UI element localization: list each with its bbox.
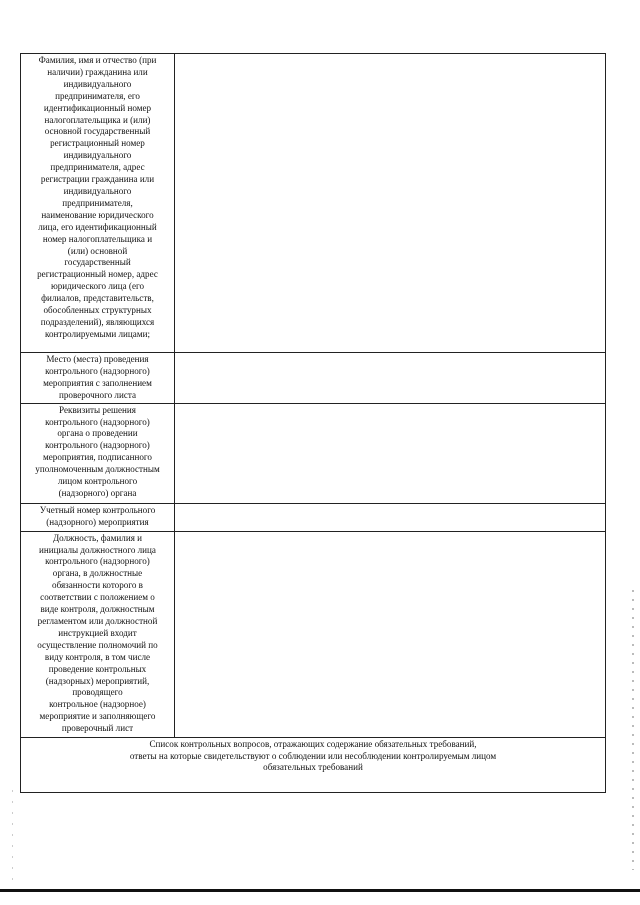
row-label-controlled-person: Фамилия, имя и отчество (при наличии) гражданина или индивидуального предпринимателя, его идентификационный номер налогоплательщика и (или) основной государственный регистрационный номер индивидуального предпринимателя, адрес регистрации гражданина или индивидуального предпринимателя, наименование юридического лица, его идентификационный номер налогоплательщика и (или) основной государственный регистрационный номер, адрес юридического лица (его филиалов, представительств, обособленных структурных подразделений), являющихся контролируемыми лицами;	[21, 54, 175, 353]
page-bottom-edge	[0, 889, 640, 892]
section-heading: Список контрольных вопросов, отражающих содержание обязательных требований, ответы на которые свидетельствуют о соблюдении или несоблюдении контролируемым лицом обязательных требований	[21, 737, 606, 792]
table-row-decision-details	[21, 403, 606, 503]
table-row-controlled-person	[21, 54, 606, 353]
row-label-place: Место (места) проведения контрольного (надзорного) мероприятия с заполнением проверочного листа	[21, 353, 175, 404]
inspection-checklist-table	[20, 53, 606, 793]
row-value-place[interactable]	[175, 353, 606, 404]
row-value-official[interactable]	[175, 531, 606, 737]
row-value-decision-details[interactable]	[175, 403, 606, 503]
row-value-controlled-person[interactable]	[175, 54, 606, 353]
row-label-official: Должность, фамилия и инициалы должностного лица контрольного (надзорного) органа, в должностные обязанности которого в соответствии с положением о виде контроля, должностным регламентом или должностной инструкцией входит осуществление полномочий по виду контроля, в том числе проведение контрольных (надзорных) мероприятий, проводящего контрольное (надзорное) мероприятие и заполняющего проверочный лист	[21, 531, 175, 737]
row-label-decision-details: Реквизиты решения контрольного (надзорного) органа о проведении контрольного (надзорного) мероприятия, подписанного уполномоченным должностным лицом контрольного (надзорного) органа	[21, 403, 175, 503]
scan-margin-marks-left	[12, 790, 13, 880]
row-value-registration-number[interactable]	[175, 503, 606, 531]
table-row-section-heading	[21, 737, 606, 792]
scan-margin-marks	[632, 590, 634, 870]
table-row-place	[21, 353, 606, 404]
table-row-official	[21, 531, 606, 737]
row-label-registration-number: Учетный номер контрольного (надзорного) мероприятия	[21, 503, 175, 531]
table-row-registration-number	[21, 503, 606, 531]
